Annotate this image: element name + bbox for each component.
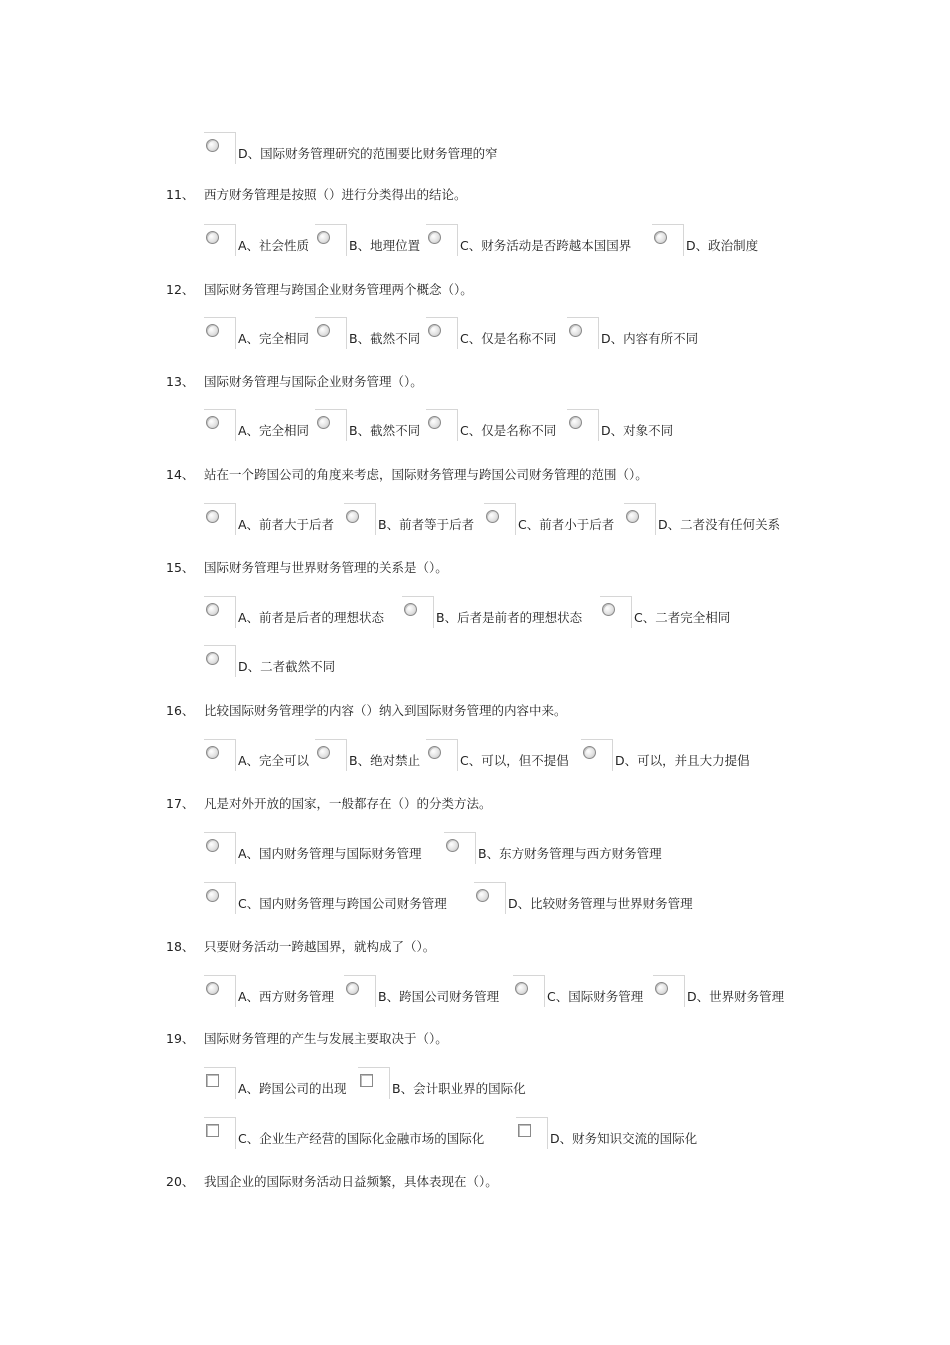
option-d[interactable] <box>474 878 693 914</box>
option-label: A、完全相同 <box>238 423 310 438</box>
option-label: D、二者没有任何关系 <box>658 517 781 532</box>
option-d[interactable] <box>516 1113 697 1149</box>
radio-button-icon[interactable] <box>655 982 668 995</box>
radio-button-icon[interactable] <box>206 231 219 244</box>
radio-button-icon[interactable] <box>486 510 499 523</box>
question-text: 只要财务活动一跨越国界，就构成了（）。 <box>204 939 436 954</box>
radio-button-icon[interactable] <box>626 510 639 523</box>
radio-button-icon[interactable] <box>404 603 417 616</box>
option-b[interactable] <box>315 405 420 441</box>
radio-button-icon[interactable] <box>515 982 528 995</box>
option-label: B、跨国公司财务管理 <box>378 989 500 1004</box>
option-label: A、前者大于后者 <box>238 517 335 532</box>
radio-button-icon[interactable] <box>206 324 219 337</box>
option-c[interactable] <box>204 878 447 914</box>
radio-button-icon[interactable] <box>206 839 219 852</box>
option-d[interactable] <box>581 735 750 771</box>
option-c[interactable] <box>204 1113 484 1149</box>
option-a[interactable] <box>204 592 384 628</box>
option-label: D、内容有所不同 <box>601 331 699 346</box>
option-b[interactable] <box>315 735 420 771</box>
option-label: C、前者小于后者 <box>518 517 615 532</box>
radio-button-icon[interactable] <box>428 416 441 429</box>
question-text: 国际财务管理与跨国企业财务管理两个概念（）。 <box>204 282 473 297</box>
option-label: B、前者等于后者 <box>378 517 475 532</box>
option-a[interactable] <box>204 1063 347 1099</box>
option-label: D、可以，并且大力提倡 <box>615 753 750 768</box>
option-b[interactable] <box>315 313 420 349</box>
option-b[interactable] <box>315 220 420 256</box>
option-label: D、二者截然不同 <box>238 659 336 674</box>
radio-button-icon[interactable] <box>317 324 330 337</box>
option-c[interactable] <box>600 592 730 628</box>
option-b[interactable] <box>344 971 499 1007</box>
option-label: B、东方财务管理与西方财务管理 <box>478 846 662 861</box>
radio-button-icon[interactable] <box>428 231 441 244</box>
radio-button-icon[interactable] <box>206 889 219 902</box>
option-d[interactable] <box>567 405 673 441</box>
radio-button-icon[interactable] <box>476 889 489 902</box>
option-d[interactable] <box>567 313 698 349</box>
option-label: C、国际财务管理 <box>547 989 644 1004</box>
radio-button-icon[interactable] <box>602 603 615 616</box>
checkbox-icon[interactable] <box>518 1124 531 1137</box>
radio-button-icon[interactable] <box>206 982 219 995</box>
option-label: D、国际财务管理研究的范围要比财务管理的窄 <box>238 146 498 161</box>
question-number: 20、 <box>166 1174 195 1189</box>
option-label: D、世界财务管理 <box>687 989 785 1004</box>
question-number: 17、 <box>166 796 195 811</box>
option-label: A、完全相同 <box>238 331 310 346</box>
option-label: B、地理位置 <box>349 238 421 253</box>
radio-button-icon[interactable] <box>346 982 359 995</box>
radio-button-icon[interactable] <box>317 416 330 429</box>
radio-button-icon[interactable] <box>206 416 219 429</box>
question-number: 14、 <box>166 467 195 482</box>
radio-button-icon[interactable] <box>569 324 582 337</box>
option-c[interactable] <box>426 405 556 441</box>
option-label: A、跨国公司的出现 <box>238 1081 347 1096</box>
radio-button-icon[interactable] <box>346 510 359 523</box>
option-label: A、完全可以 <box>238 753 310 768</box>
question-text: 国际财务管理与世界财务管理的关系是（）。 <box>204 560 448 575</box>
option-d[interactable] <box>653 971 784 1007</box>
option-a[interactable] <box>204 735 309 771</box>
question-text: 比较国际财务管理学的内容（）纳入到国际财务管理的内容中来。 <box>204 703 567 718</box>
radio-button-icon[interactable] <box>206 746 219 759</box>
question-number: 11、 <box>166 187 195 202</box>
option-d-q10[interactable] <box>204 128 498 164</box>
option-d[interactable] <box>204 641 335 677</box>
question-number: 12、 <box>166 282 195 297</box>
option-label: A、国内财务管理与国际财务管理 <box>238 846 422 861</box>
radio-button-icon[interactable] <box>206 510 219 523</box>
option-label: C、仅是名称不同 <box>460 331 557 346</box>
option-c[interactable] <box>513 971 643 1007</box>
question-text: 站在一个跨国公司的角度来考虑，国际财务管理与跨国公司财务管理的范围（）。 <box>204 467 648 482</box>
option-c[interactable] <box>484 499 614 535</box>
radio-button-icon[interactable] <box>206 139 219 152</box>
option-b[interactable] <box>402 592 582 628</box>
option-label: C、企业生产经营的国际化金融市场的国际化 <box>238 1131 485 1146</box>
option-label: C、二者完全相同 <box>634 610 731 625</box>
option-label: C、国内财务管理与跨国公司财务管理 <box>238 896 447 911</box>
option-d[interactable] <box>624 499 780 535</box>
checkbox-icon[interactable] <box>360 1074 373 1087</box>
option-label: D、财务知识交流的国际化 <box>550 1131 698 1146</box>
option-d[interactable] <box>652 220 758 256</box>
radio-button-icon[interactable] <box>654 231 667 244</box>
option-label: B、会计职业界的国际化 <box>392 1081 526 1096</box>
radio-button-icon[interactable] <box>317 231 330 244</box>
question-text: 我国企业的国际财务活动日益频繁，具体表现在（）。 <box>204 1174 498 1189</box>
option-label: B、截然不同 <box>349 331 421 346</box>
question-number: 16、 <box>166 703 195 718</box>
question-number: 15、 <box>166 560 195 575</box>
option-label: A、前者是后者的理想状态 <box>238 610 385 625</box>
option-label: D、比较财务管理与世界财务管理 <box>508 896 693 911</box>
option-c[interactable] <box>426 220 631 256</box>
option-label: B、截然不同 <box>349 423 421 438</box>
question-text: 国际财务管理与国际企业财务管理（）。 <box>204 374 423 389</box>
radio-button-icon[interactable] <box>428 324 441 337</box>
option-label: D、对象不同 <box>601 423 674 438</box>
option-c[interactable] <box>426 735 569 771</box>
option-a[interactable] <box>204 971 334 1007</box>
question-text: 凡是对外开放的国家，一般都存在（）的分类方法。 <box>204 796 492 811</box>
question-text: 国际财务管理的产生与发展主要取决于（）。 <box>204 1031 448 1046</box>
option-label: C、可以，但不提倡 <box>460 753 569 768</box>
option-label: A、社会性质 <box>238 238 310 253</box>
checkbox-icon[interactable] <box>206 1074 219 1087</box>
option-label: C、财务活动是否跨越本国国界 <box>460 238 632 253</box>
radio-button-icon[interactable] <box>569 416 582 429</box>
radio-button-icon[interactable] <box>317 746 330 759</box>
option-a[interactable] <box>204 499 334 535</box>
radio-button-icon[interactable] <box>428 746 441 759</box>
question-number: 18、 <box>166 939 195 954</box>
option-label: B、绝对禁止 <box>349 753 421 768</box>
option-label: D、政治制度 <box>686 238 759 253</box>
option-b[interactable] <box>344 499 474 535</box>
question-text: 西方财务管理是按照（）进行分类得出的结论。 <box>204 187 467 202</box>
radio-button-icon[interactable] <box>206 652 219 665</box>
question-number: 19、 <box>166 1031 195 1046</box>
option-b[interactable] <box>444 828 662 864</box>
option-label: C、仅是名称不同 <box>460 423 557 438</box>
question-number: 13、 <box>166 374 195 389</box>
option-a[interactable] <box>204 828 422 864</box>
option-c[interactable] <box>426 313 556 349</box>
radio-button-icon[interactable] <box>446 839 459 852</box>
option-label: A、西方财务管理 <box>238 989 335 1004</box>
radio-button-icon[interactable] <box>206 603 219 616</box>
radio-button-icon[interactable] <box>583 746 596 759</box>
option-a[interactable] <box>204 405 309 441</box>
option-a[interactable] <box>204 220 309 256</box>
option-label: B、后者是前者的理想状态 <box>436 610 583 625</box>
checkbox-icon[interactable] <box>206 1124 219 1137</box>
option-a[interactable] <box>204 313 309 349</box>
option-b[interactable] <box>358 1063 526 1099</box>
